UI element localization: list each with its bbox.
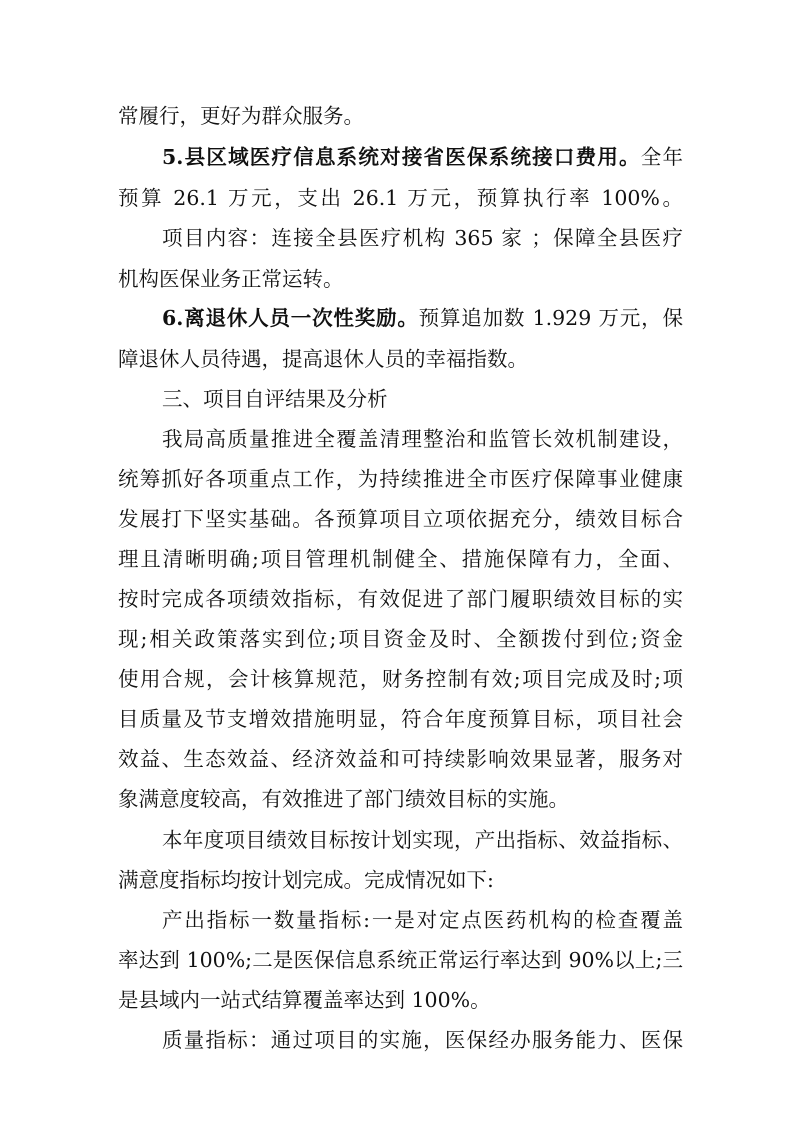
paragraph-line: [118, 264, 683, 294]
line-text: 我局高质量推进全覆盖清理整治和监管长效机制建设，: [162, 427, 683, 451]
line-text: 按时完成各项绩效指标，有效促进了部门履职绩效目标的实: [118, 587, 683, 611]
paragraph-line: [118, 945, 683, 975]
paragraph-line: [162, 825, 683, 855]
item-6-title: 6.离退休人员一次性奖励。: [162, 306, 419, 330]
paragraph-line: [162, 223, 683, 253]
paragraph-line: [118, 464, 683, 494]
line-text: 全年: [640, 145, 683, 169]
line-text: 发展打下坚实基础。各预算项目立项依据充分，绩效目标合: [118, 507, 683, 531]
line-text: 效益、生态效益、经济效益和可持续影响效果显著，服务对: [118, 747, 683, 771]
section-title: 三、项目自评结果及分析: [162, 387, 388, 411]
paragraph-line: [118, 183, 683, 213]
paragraph-line: [162, 905, 683, 935]
item-5-title: 5.县区域医疗信息系统对接省医保系统接口费用。: [162, 145, 641, 169]
paragraph-line: [162, 1025, 683, 1055]
line-text: 本年度项目绩效目标按计划实现，产出指标、效益指标、: [162, 828, 683, 852]
paragraph-line: [118, 344, 683, 374]
line-text: 满意度指标均按计划完成。完成情况如下:: [118, 868, 494, 892]
line-text: 预算 26.1 万元，支出 26.1 万元，预算执行率 100%。: [118, 186, 683, 210]
paragraph-line: [118, 865, 683, 895]
paragraph-line: [118, 544, 683, 574]
line-text: 质量指标：通过项目的实施，医保经办服务能力、医保: [162, 1028, 683, 1052]
item-6-heading-line: [162, 303, 683, 333]
line-text: 机构医保业务正常运转。: [118, 267, 344, 291]
line-text: 产出指标一数量指标:一是对定点医药机构的检查覆盖: [162, 908, 683, 932]
line-text: 使用合规，会计核算规范，财务控制有效;项目完成及时;项: [118, 667, 683, 691]
line-text: 统筹抓好各项重点工作，为持续推进全市医疗保障事业健康: [118, 467, 683, 491]
paragraph-line: [118, 504, 683, 534]
line-text: 项目内容：连接全县医疗机构 365 家 ；保障全县医疗: [162, 226, 683, 250]
line-text: 目质量及节支增效措施明显，符合年度预算目标，项目社会: [118, 707, 683, 731]
paragraph-line: [118, 624, 683, 654]
line-text: 率达到 100%;二是医保信息系统正常运行率达到 90%以上;三: [118, 948, 683, 972]
line-text: 象满意度较高，有效推进了部门绩效目标的实施。: [118, 787, 569, 811]
paragraph-line: [118, 664, 683, 694]
paragraph-line: [118, 704, 683, 734]
paragraph-line: [118, 784, 683, 814]
line-text: 理且清晰明确;项目管理机制健全、措施保障有力，全面、: [118, 547, 683, 571]
paragraph-line: [118, 101, 683, 131]
paragraph-line: [118, 584, 683, 614]
line-text: 常履行，更好为群众服务。: [118, 104, 364, 128]
section-heading: [162, 384, 683, 414]
line-text: 现;相关政策落实到位;项目资金及时、全额拨付到位;资金: [118, 627, 683, 651]
paragraph-line: [162, 424, 683, 454]
line-text: 障退休人员待遇，提高退休人员的幸福指数。: [118, 347, 528, 371]
line-text: 是县域内一站式结算覆盖率达到 100%。: [118, 988, 491, 1012]
item-5-heading-line: [162, 142, 683, 172]
paragraph-line: [118, 744, 683, 774]
line-text: 预算追加数 1.929 万元，保: [418, 306, 683, 330]
paragraph-line: [118, 985, 683, 1015]
